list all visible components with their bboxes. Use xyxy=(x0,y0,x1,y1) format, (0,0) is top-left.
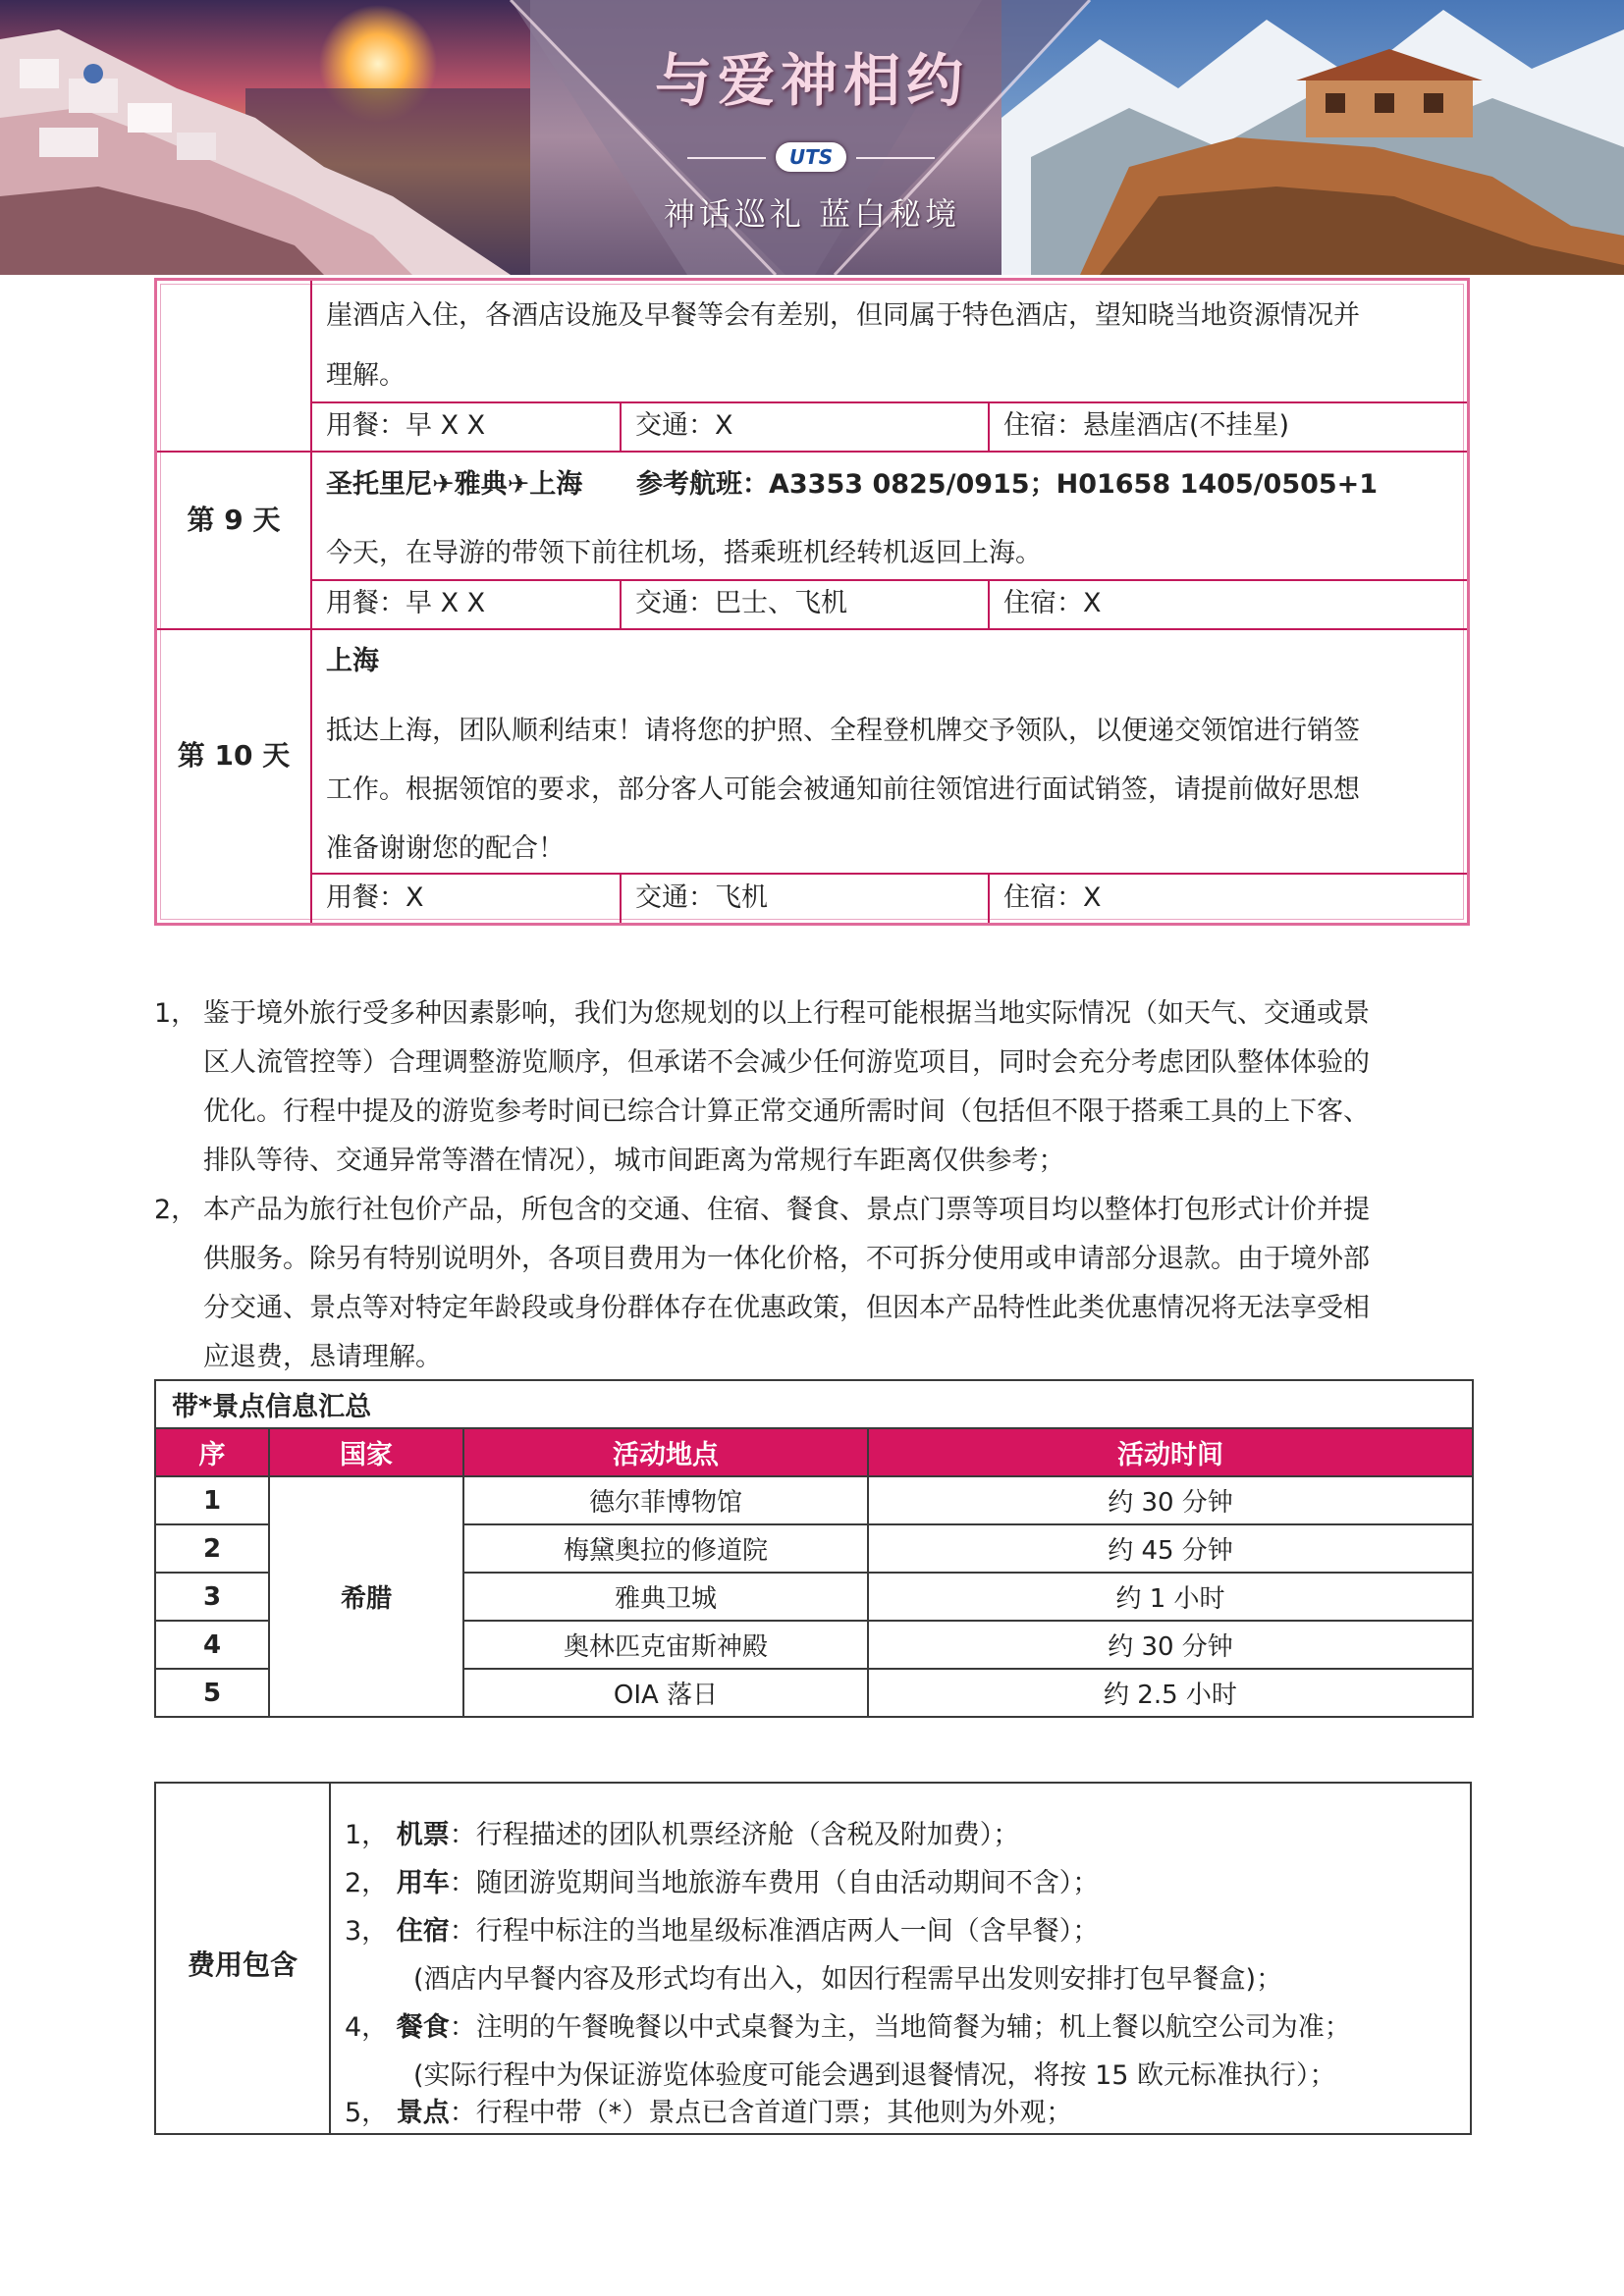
day10-desc-line-1: 抵达上海，团队顺利结束！请将您的护照、全程登机牌交予领队，以便递交领馆进行销签 xyxy=(326,716,1360,746)
day9-transport: 交通：巴士、飞机 xyxy=(635,588,847,618)
day9-route: 圣托里尼✈雅典✈上海 xyxy=(326,469,583,500)
note-2-line-1: 本产品为旅行社包价产品，所包含的交通、住宿、餐食、景点门票等项目均以整体打包形式计价并提 xyxy=(203,1195,1370,1225)
attractions-caption: 带*景点信息汇总 xyxy=(155,1380,1473,1428)
note-2-line-3: 分交通、景点等对特定年龄段或身份群体存在优惠政策，但因本产品特性此类优惠情况将无法享受相 xyxy=(203,1293,1370,1323)
day8-transport: 交通：X xyxy=(635,410,733,441)
note-1-line-1: 鉴于境外旅行受多种因素影响，我们为您规划的以上行程可能根据当地实际情况（如天气、交通或景 xyxy=(203,998,1370,1029)
row-place: 德尔菲博物馆 xyxy=(463,1476,868,1524)
day10-desc-line-2: 工作。根据领馆的要求，部分客人可能会被通知前往领馆进行面试销签，请提前做好思想 xyxy=(326,774,1360,805)
day8-desc-line-1: 崖酒店入住，各酒店设施及早餐等会有差别，但同属于特色酒店，望知晓当地资源情况并 xyxy=(326,300,1360,331)
attractions-table xyxy=(154,1379,1472,1718)
note-1 xyxy=(154,989,1489,1186)
fee-item xyxy=(345,2008,1351,2048)
fee-item-text: ：行程中标注的当地星级标准酒店两人一间（含早餐）； xyxy=(449,1916,1100,1947)
day8-desc-line-2: 理解。 xyxy=(326,360,406,391)
day9-stay: 住宿：X xyxy=(1003,588,1102,618)
fee-item-key: 景点 xyxy=(396,2098,450,2128)
table-row xyxy=(155,1476,1473,1524)
fee-item-number: 3， xyxy=(345,1916,389,1947)
day10-stay: 住宿：X xyxy=(1003,882,1102,913)
day9-flight: 参考航班：A3353 0825/0915；H01658 1405/0505+1 xyxy=(636,469,1379,500)
fees-included-table xyxy=(154,1782,1472,2135)
row-time: 约 45 分钟 xyxy=(868,1524,1473,1573)
banner-subtitle: 神话巡礼 蓝白秘境 xyxy=(663,195,961,233)
fee-item-number: 1， xyxy=(345,1820,389,1850)
header-banner xyxy=(0,0,1624,275)
col-header-place: 活动地点 xyxy=(463,1428,868,1476)
logo-divider-right xyxy=(856,157,935,159)
fee-item xyxy=(345,1816,1019,1855)
fee-item-key: 餐食 xyxy=(396,2012,450,2043)
fee-item-number: 2， xyxy=(345,1868,389,1898)
fee-item-text: ：注明的午餐晚餐以中式桌餐为主，当地简餐为辅；机上餐以航空公司为准； xyxy=(449,2012,1351,2043)
row-time: 约 2.5 小时 xyxy=(868,1669,1473,1717)
day8-meals: 用餐：早 X X xyxy=(326,410,486,441)
fee-item-text: ：随团游览期间当地旅游车费用（自由活动期间不含）； xyxy=(449,1868,1100,1898)
day8-stay: 住宿：悬崖酒店(不挂星) xyxy=(1003,410,1290,441)
uts-logo: UTS xyxy=(776,142,846,172)
fee-item-subnote xyxy=(413,2056,1336,2096)
country-cell: 希腊 xyxy=(269,1476,463,1717)
day10-desc-line-3: 准备谢谢您的配合！ xyxy=(326,833,565,864)
row-no: 2 xyxy=(155,1524,269,1573)
day10-label: 第 10 天 xyxy=(177,739,291,772)
fee-item-key: 机票 xyxy=(396,1820,450,1850)
day9-desc: 今天，在导游的带领下前往机场，搭乘班机经转机返回上海。 xyxy=(326,538,1042,568)
banner-title: 与爱神相约 xyxy=(654,47,969,114)
day10-transport: 交通：飞机 xyxy=(635,882,768,913)
itinerary-table xyxy=(154,278,1470,926)
day10-route: 上海 xyxy=(326,646,379,676)
fee-item-text: (实际行程中为保证游览体验度可能会遇到退餐情况，将按 15 欧元标准执行）； xyxy=(413,2060,1336,2091)
fee-item-text: ：行程中带（*）景点已含首道门票；其他则为外观； xyxy=(449,2098,1073,2128)
fee-item xyxy=(345,2094,1072,2133)
fee-item xyxy=(345,1912,1099,1951)
fee-item-text: ：行程描述的团队机票经济舱（含税及附加费）； xyxy=(449,1820,1020,1850)
note-1-line-4: 排队等待、交通异常等潜在情况），城市间距离为常规行车距离仅供参考； xyxy=(203,1146,1065,1176)
row-no: 3 xyxy=(155,1573,269,1621)
row-time: 约 30 分钟 xyxy=(868,1476,1473,1524)
fee-item-number: 4， xyxy=(345,2012,389,2043)
row-place: 奥林匹克宙斯神殿 xyxy=(463,1621,868,1669)
row-place: OIA 落日 xyxy=(463,1669,868,1717)
note-2-line-2: 供服务。除另有特别说明外，各项目费用为一体化价格，不可拆分使用或申请部分退款。由于境外部 xyxy=(203,1244,1370,1274)
col-header-country: 国家 xyxy=(269,1428,463,1476)
attractions-header-row xyxy=(155,1428,1473,1476)
fee-item xyxy=(345,1864,1099,1903)
col-header-time: 活动时间 xyxy=(868,1428,1473,1476)
logo-divider-left xyxy=(687,157,766,159)
row-place: 雅典卫城 xyxy=(463,1573,868,1621)
fee-item-text: (酒店内早餐内容及形式均有出入，如因行程需早出发则安排打包早餐盒)； xyxy=(413,1964,1283,1995)
row-time: 约 30 分钟 xyxy=(868,1621,1473,1669)
row-no: 4 xyxy=(155,1621,269,1669)
day9-meals: 用餐：早 X X xyxy=(326,588,486,618)
col-header-no: 序 xyxy=(155,1428,269,1476)
fee-item-subnote xyxy=(413,1960,1282,2000)
row-time: 约 1 小时 xyxy=(868,1573,1473,1621)
fee-item-number: 5， xyxy=(345,2098,389,2128)
note-1-line-3: 优化。行程中提及的游览参考时间已综合计算正常交通所需时间（包括但不限于搭乘工具的上下客、 xyxy=(203,1096,1370,1127)
fee-item-key: 用车 xyxy=(396,1868,450,1898)
day9-label: 第 9 天 xyxy=(187,504,281,536)
fee-item-key: 住宿 xyxy=(396,1916,450,1947)
fees-label: 费用包含 xyxy=(187,1949,298,1981)
row-no: 1 xyxy=(155,1476,269,1524)
note-1-number: 1， xyxy=(154,998,198,1029)
note-2-line-4: 应退费，恳请理解。 xyxy=(203,1342,442,1372)
row-place: 梅黛奥拉的修道院 xyxy=(463,1524,868,1573)
row-no: 5 xyxy=(155,1669,269,1717)
note-1-line-2: 区人流管控等）合理调整游览顺序，但承诺不会减少任何游览项目，同时会充分考虑团队整体体验的 xyxy=(203,1047,1370,1078)
day10-meals: 用餐：X xyxy=(326,882,424,913)
fees-label-cell xyxy=(156,1784,331,2133)
note-2 xyxy=(154,1186,1489,1382)
note-2-number: 2， xyxy=(154,1195,198,1225)
